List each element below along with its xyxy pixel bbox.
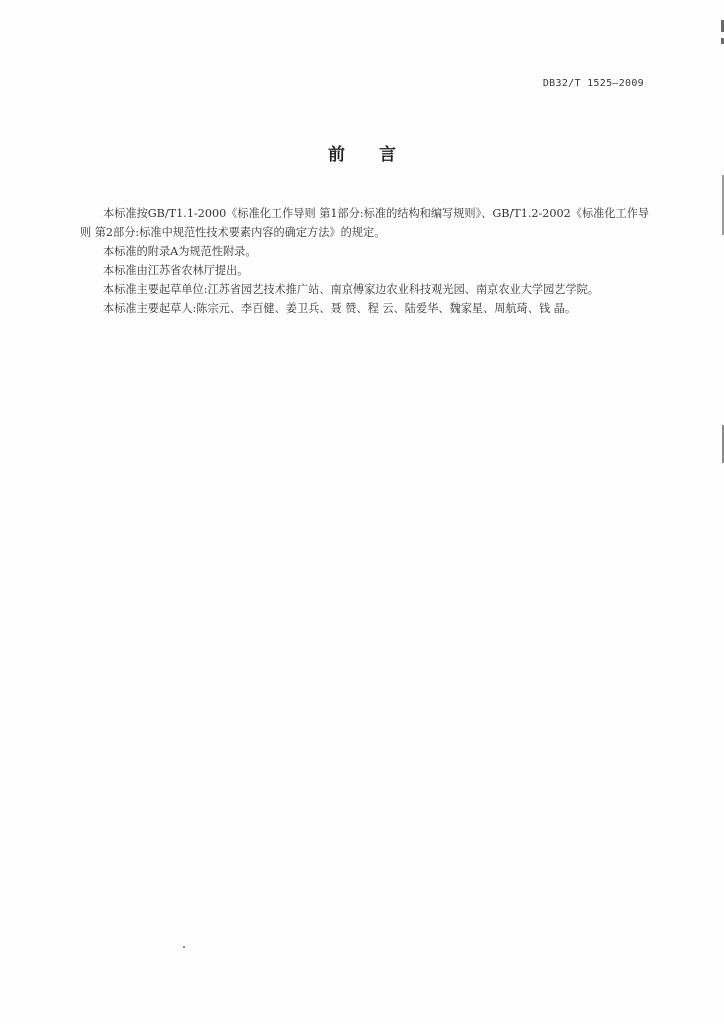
paragraph-drafters: 本标准主要起草人:陈宗元、李百健、姜卫兵、聂 赞、程 云、陆爱华、魏家星、周航琦、钱 晶。 xyxy=(103,302,577,315)
paragraph-drafting-units: 本标准主要起草单位:江苏省园艺技术推广站、南京傅家边农业科技观光园、南京农业大学园艺学院。 xyxy=(103,283,600,296)
scan-speck xyxy=(183,946,185,948)
section-title: 前言 xyxy=(328,145,430,165)
paragraph-drafting-rules: 本标准按GB/T1.1-2000《标准化工作导则 第1部分:标准的结构和编写规则》、GB/T1.2-2002《标准化工作导则 第2部分:标准中规范性技术要素内容的确定方法》的规定。 xyxy=(80,207,650,239)
paragraph-appendix: 本标准的附录A为规范性附录。 xyxy=(103,245,257,258)
document-code: DB32/T 1525—2009 xyxy=(542,78,644,89)
foreword-body xyxy=(80,204,660,318)
paragraph-proposer: 本标准由江苏省农林厅提出。 xyxy=(103,264,249,277)
